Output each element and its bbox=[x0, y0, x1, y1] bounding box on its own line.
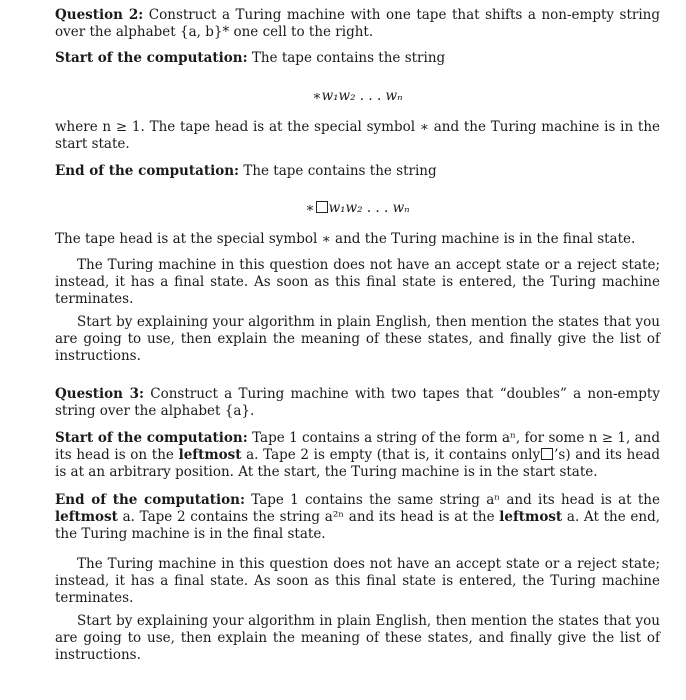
q2-end-paragraph bbox=[55, 163, 660, 180]
q2-end-formula-post: w₁w₂ . . . wₙ bbox=[328, 200, 410, 216]
q3-final-state-paragraph: The Turing machine in this question does not have an accept state or a reject state; instead, it has a final state. As soon as this final state is entered, the Turing machine terminates. bbox=[55, 556, 660, 606]
q3-start-bold-1: leftmost bbox=[178, 447, 242, 463]
q3-end-bold-1: leftmost bbox=[55, 509, 118, 525]
q2-instructions-paragraph: Start by explaining your algorithm in plain English, then mention the states that you are going to use, then explain the meaning of these states, and finally give the list of instructions. bbox=[55, 314, 660, 364]
q2-end-text: The tape contains the string bbox=[243, 163, 437, 179]
q2-title-label: Question 2: bbox=[55, 7, 144, 23]
q3-end-text-1: Tape 1 contains the same string aⁿ and its head is at the bbox=[251, 492, 660, 508]
q3-start-text-3: ’s) and its head is at an arbitrary position. At the start, the Turing machine is in the start state. bbox=[55, 447, 661, 480]
q3-instructions-paragraph: Start by explaining your algorithm in plain English, then mention the states that you are going to use, then explain the meaning of these states, and finally give the list of instructions. bbox=[55, 613, 660, 663]
q3-end-label: End of the computation: bbox=[55, 492, 245, 508]
q2-start-paragraph bbox=[55, 50, 660, 67]
q2-start-formula: ∗w₁w₂ . . . wₙ bbox=[312, 88, 403, 104]
q2-end-after: The tape head is at the special symbol ∗ and the Turing machine is in the final state. bbox=[55, 231, 636, 247]
q3-start-text-1: Tape 1 contains a string of the form aⁿ, for some n ≥ 1, and its head is on the bbox=[55, 430, 661, 463]
q3-end-text-2: a. Tape 2 contains the string a²ⁿ and its head is at the bbox=[122, 509, 495, 525]
blank-symbol-box bbox=[316, 201, 328, 213]
q3-start-label: Start of the computation: bbox=[55, 430, 248, 446]
q2-title-paragraph bbox=[55, 7, 660, 41]
q2-start-text: The tape contains the string bbox=[251, 50, 446, 66]
q2-start-after: where n ≥ 1. The tape head is at the special symbol ∗ and the Turing machine is in the start state. bbox=[55, 119, 660, 152]
q3-title-text: Construct a Turing machine with two tapes that “doubles” a non-empty string over the alphabet {a}. bbox=[55, 386, 660, 419]
q3-end-text-3: a. At the end, the Turing machine is in the final state. bbox=[55, 509, 661, 542]
q3-title-label: Question 3: bbox=[55, 386, 144, 402]
q3-start-paragraph bbox=[55, 430, 660, 481]
q2-end-formula-pre: ∗ bbox=[305, 200, 315, 216]
q2-title-text: Construct a Turing machine with one tape that shifts a non-empty string over the alphabet {a, b}* one cell to the right. bbox=[55, 7, 661, 40]
q2-end-label: End of the computation: bbox=[55, 163, 240, 179]
q3-end-paragraph bbox=[55, 492, 660, 543]
q3-end-bold-2: leftmost bbox=[499, 509, 563, 525]
q2-end-formula bbox=[55, 200, 660, 217]
blank-symbol-box bbox=[541, 448, 553, 460]
q3-title-paragraph bbox=[55, 386, 660, 420]
q2-start-label: Start of the computation: bbox=[55, 50, 248, 66]
q2-final-state-paragraph: The Turing machine in this question does not have an accept state or a reject state; instead, it has a final state. As soon as this final state is entered, the Turing machine terminates. bbox=[55, 257, 660, 307]
q3-start-text-2: a. Tape 2 is empty (that is, it contains only bbox=[246, 447, 541, 463]
